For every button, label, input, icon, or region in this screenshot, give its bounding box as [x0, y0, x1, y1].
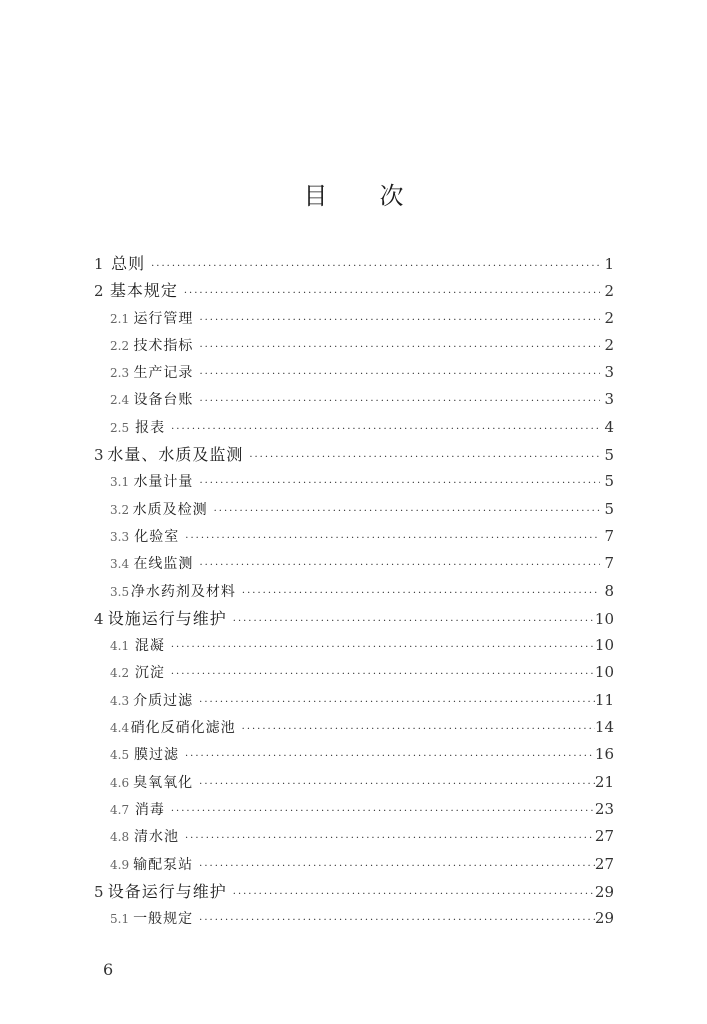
page-number: 6	[103, 960, 114, 979]
toc-entry-label: 水量计量	[133, 474, 194, 491]
toc-entry-page: 5	[604, 472, 614, 491]
toc-entry-page: 29	[594, 909, 614, 928]
toc-entry[interactable]	[90, 659, 614, 686]
toc-entry-label: 生产记录	[133, 365, 194, 382]
toc-entry-label: 混凝	[134, 638, 165, 655]
toc-entry-page: 2	[604, 282, 614, 301]
toc-entry-number: 4.9	[110, 857, 130, 872]
toc-entry-label: 水质及检测	[132, 501, 208, 518]
toc-dot-leader	[171, 416, 600, 443]
toc-entry-number: 3.2	[110, 502, 130, 517]
toc-entry[interactable]	[90, 687, 614, 714]
toc-entry-page: 27	[594, 827, 614, 846]
toc-entry-label: 设备运行与维护	[107, 881, 227, 901]
toc-entry[interactable]	[90, 769, 614, 796]
toc-entry-number: 2.5	[110, 420, 130, 435]
toc-dot-leader	[184, 280, 600, 307]
toc-entry-number: 2.3	[110, 366, 130, 381]
toc-entry-page: 7	[604, 554, 614, 573]
toc-dot-leader	[171, 634, 595, 661]
toc-entry-label: 技术指标	[133, 337, 194, 354]
toc-dot-leader	[199, 689, 595, 716]
toc-entry-label: 清水池	[134, 829, 179, 846]
toc-entry[interactable]	[90, 277, 614, 304]
toc-dot-leader	[151, 253, 600, 280]
toc-dot-leader	[199, 853, 595, 880]
toc-dot-leader	[249, 444, 600, 471]
toc-dot-leader	[233, 881, 595, 908]
toc-entry-label: 输配泵站	[133, 856, 194, 873]
toc-dot-leader	[199, 907, 595, 934]
toc-entry-page: 4	[604, 417, 614, 436]
toc-entry-page: 14	[594, 718, 614, 737]
toc-entry[interactable]	[90, 905, 614, 932]
toc-entry-number: 3.4	[110, 557, 130, 572]
toc-dot-leader	[199, 307, 600, 334]
toc-entry[interactable]	[90, 878, 614, 905]
toc-entry-page: 27	[594, 854, 614, 873]
toc-dot-leader	[171, 798, 595, 825]
toc-entry-page: 10	[594, 636, 614, 655]
toc-entry-number: 4.3	[110, 693, 130, 708]
toc-entry[interactable]	[90, 550, 614, 577]
toc-entry-page: 2	[604, 335, 614, 354]
toc-entry-label: 总则	[111, 254, 146, 273]
toc-entry[interactable]	[90, 523, 614, 550]
toc-entry-number: 2.2	[110, 338, 130, 353]
toc-entry-number: 3.3	[110, 529, 130, 544]
toc-entry-page: 3	[604, 363, 614, 382]
toc-dot-leader	[199, 552, 600, 579]
toc-entry[interactable]	[90, 250, 614, 277]
toc-title-char-1: 目	[303, 182, 328, 210]
toc-entry-label: 在线监测	[133, 556, 194, 573]
toc-entry-label: 报表	[135, 419, 166, 436]
toc-entry-number: 5.1	[110, 912, 130, 927]
toc-dot-leader	[233, 608, 595, 635]
toc-entry-label: 水量、水质及监测	[107, 445, 244, 465]
toc-entry-label: 消毒	[134, 801, 165, 818]
toc-entry-number: 4.6	[110, 775, 130, 790]
toc-entry-label: 设备台账	[133, 392, 194, 409]
toc-entry-number: 4.2	[110, 666, 130, 681]
toc-dot-leader	[199, 361, 600, 388]
toc-entry-page: 5	[604, 446, 614, 465]
toc-entry-page: 5	[604, 499, 614, 518]
toc-entry-page: 21	[594, 772, 614, 791]
toc-entry-number: 4.7	[110, 802, 130, 817]
toc-entry-page: 29	[594, 882, 614, 901]
toc-entry-number: 3	[94, 446, 104, 465]
toc-title	[0, 176, 707, 211]
toc-entry[interactable]	[90, 851, 614, 878]
toc-entry-label: 一般规定	[133, 911, 194, 928]
toc-entry[interactable]	[90, 441, 614, 468]
toc-entry[interactable]	[90, 332, 614, 359]
toc-entry-page: 7	[604, 526, 614, 545]
toc-dot-leader	[242, 716, 595, 743]
toc-title-char-2: 次	[379, 182, 404, 210]
toc-dot-leader	[199, 470, 600, 497]
toc-entry-number: 2.4	[110, 393, 130, 408]
toc-entry[interactable]	[90, 386, 614, 413]
toc-entry[interactable]	[90, 632, 614, 659]
toc-entry-label: 化验室	[134, 528, 180, 545]
toc-entry-page: 11	[594, 690, 614, 709]
toc-dot-leader	[185, 525, 600, 552]
toc-entry-number: 3.1	[110, 475, 130, 490]
toc-entry[interactable]	[90, 468, 614, 495]
toc-entry-page: 2	[604, 308, 614, 327]
toc-entry-page: 16	[594, 745, 614, 764]
toc-entry-page: 23	[594, 799, 614, 818]
toc-entry-label: 膜过滤	[134, 747, 179, 764]
toc-entry-page: 3	[604, 390, 614, 409]
toc-entry[interactable]	[90, 414, 614, 441]
toc-entry-label: 设施运行与维护	[107, 608, 227, 628]
toc-entry[interactable]	[90, 605, 614, 632]
toc-entry-number: 4.5	[110, 748, 130, 763]
toc-entry-number: 2	[94, 282, 104, 301]
toc-dot-leader	[199, 388, 600, 415]
toc-entry-number: 4.8	[110, 830, 130, 845]
toc-dot-leader	[199, 334, 600, 361]
toc-entry[interactable]	[90, 305, 614, 332]
toc-entry-number: 4.1	[110, 639, 130, 654]
toc-dot-leader	[242, 580, 600, 607]
table-of-contents	[90, 250, 614, 932]
toc-entry-label: 净水药剂及材料	[130, 583, 236, 600]
toc-dot-leader	[199, 771, 595, 798]
toc-entry[interactable]	[90, 496, 614, 523]
toc-entry-number: 2.1	[110, 311, 130, 326]
toc-entry-number: 1	[94, 255, 104, 273]
toc-entry[interactable]	[90, 823, 614, 850]
toc-entry-page: 8	[604, 581, 614, 600]
toc-entry-label: 臭氧氧化	[133, 774, 194, 791]
toc-entry-label: 硝化反硝化滤池	[130, 720, 236, 737]
toc-dot-leader	[185, 743, 595, 770]
toc-entry-number: 4.4	[110, 721, 130, 736]
toc-entry-label: 基本规定	[109, 281, 178, 301]
toc-dot-leader	[185, 825, 595, 852]
toc-entry-label: 沉淀	[134, 665, 165, 682]
toc-entry-page: 10	[594, 609, 614, 628]
toc-entry-number: 3.5	[110, 584, 130, 599]
toc-entry[interactable]	[90, 578, 614, 605]
toc-entry-number: 4	[94, 609, 104, 628]
toc-dot-leader	[171, 661, 595, 688]
toc-entry[interactable]	[90, 714, 614, 741]
toc-dot-leader	[214, 498, 600, 525]
toc-entry-label: 介质过滤	[133, 692, 194, 709]
toc-entry[interactable]	[90, 741, 614, 768]
toc-entry-page: 10	[594, 663, 614, 682]
toc-entry-page: 1	[604, 255, 614, 273]
toc-entry[interactable]	[90, 359, 614, 386]
toc-entry-label: 运行管理	[133, 310, 194, 327]
toc-entry[interactable]	[90, 796, 614, 823]
toc-entry-number: 5	[94, 882, 104, 901]
